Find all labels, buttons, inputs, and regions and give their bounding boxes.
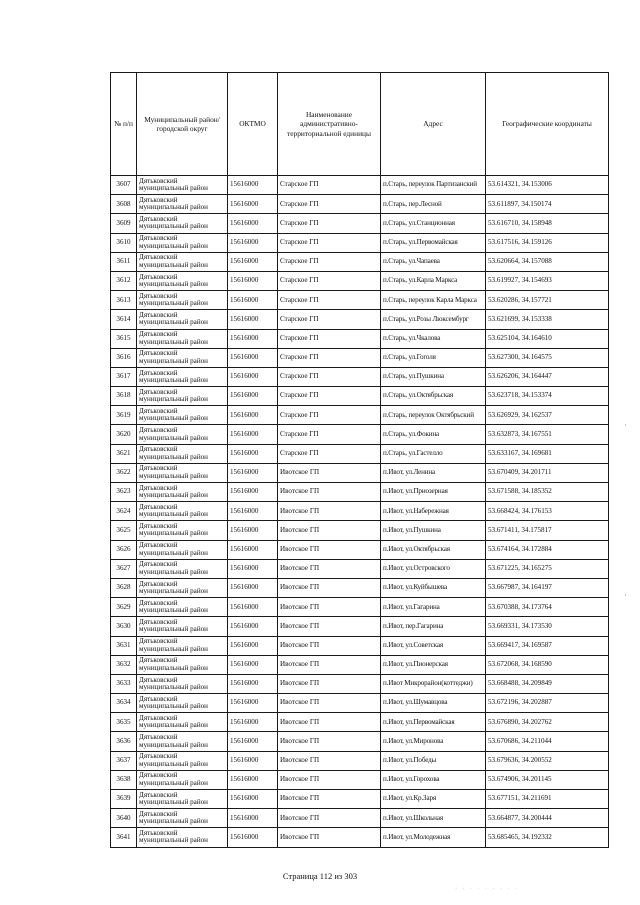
unit-cell: Ивотское ГП xyxy=(278,694,381,713)
page-number: Страница 112 из 303 xyxy=(282,871,358,881)
address-cell: п.Ивот, ул.Набережная xyxy=(381,502,486,521)
municipality-cell: Дятьковский муниципальный район xyxy=(137,521,228,540)
table-row xyxy=(111,252,609,271)
municipality-cell: Дятьковский муниципальный район xyxy=(137,348,228,367)
unit-cell: Старское ГП xyxy=(278,387,381,406)
row-number: 3617 xyxy=(111,367,137,386)
coordinates-cell: 53.677151, 34.211691 xyxy=(486,790,609,809)
coordinates-cell: 53.632873, 34.167551 xyxy=(486,425,609,444)
address-cell: п.Ивот, ул.Школьная xyxy=(381,809,486,828)
table-row xyxy=(111,271,609,290)
address-cell: п.Старь, ул.Гоголя xyxy=(381,348,486,367)
address-cell: п.Ивот, ул.Миронова xyxy=(381,732,486,751)
row-number: 3621 xyxy=(111,444,137,463)
unit-cell: Ивотское ГП xyxy=(278,732,381,751)
unit-cell: Старское ГП xyxy=(278,233,381,252)
coordinates-cell: 53.676890, 34.202762 xyxy=(486,713,609,732)
table-row xyxy=(111,694,609,713)
row-number: 3623 xyxy=(111,483,137,502)
coordinates-cell: 53.671588, 34.185352 xyxy=(486,483,609,502)
row-number: 3610 xyxy=(111,233,137,252)
municipality-cell: Дятьковский муниципальный район xyxy=(137,713,228,732)
coordinates-cell: 53.670686, 34.211044 xyxy=(486,732,609,751)
row-number: 3629 xyxy=(111,598,137,617)
municipality-cell: Дятьковский муниципальный район xyxy=(137,176,228,195)
municipality-cell: Дятьковский муниципальный район xyxy=(137,483,228,502)
unit-cell: Старское ГП xyxy=(278,348,381,367)
oktmo-cell: 15616000 xyxy=(228,406,278,425)
table-row xyxy=(111,195,609,214)
table-row xyxy=(111,310,609,329)
table-row xyxy=(111,559,609,578)
row-number: 3638 xyxy=(111,770,137,789)
coordinates-cell: 53.625104, 34.164610 xyxy=(486,329,609,348)
address-cell: п.Ивот, ул.Приозерная xyxy=(381,483,486,502)
coordinates-cell: 53.623718, 34.153374 xyxy=(486,387,609,406)
coordinates-cell: 53.664877, 34.200444 xyxy=(486,809,609,828)
oktmo-cell: 15616000 xyxy=(228,636,278,655)
coordinates-cell: 53.617516, 34.159126 xyxy=(486,233,609,252)
header-coords: Географические координаты xyxy=(486,73,609,176)
oktmo-cell: 15616000 xyxy=(228,732,278,751)
oktmo-cell: 15616000 xyxy=(228,809,278,828)
row-number: 3635 xyxy=(111,713,137,732)
unit-cell: Старское ГП xyxy=(278,329,381,348)
oktmo-cell: 15616000 xyxy=(228,195,278,214)
municipality-cell: Дятьковский муниципальный район xyxy=(137,406,228,425)
coordinates-cell: 53.672068, 34.168590 xyxy=(486,655,609,674)
oktmo-cell: 15616000 xyxy=(228,540,278,559)
oktmo-cell: 15616000 xyxy=(228,674,278,693)
coordinates-cell: 53.633167, 34.169681 xyxy=(486,444,609,463)
table-row xyxy=(111,214,609,233)
row-number: 3640 xyxy=(111,809,137,828)
municipality-cell: Дятьковский муниципальный район xyxy=(137,387,228,406)
oktmo-cell: 15616000 xyxy=(228,444,278,463)
oktmo-cell: 15616000 xyxy=(228,367,278,386)
table-row xyxy=(111,828,609,847)
row-number: 3613 xyxy=(111,291,137,310)
address-cell: п.Ивот, ул.Ленина xyxy=(381,463,486,482)
address-cell: п.Ивот, ул.Островского xyxy=(381,559,486,578)
unit-cell: Ивотское ГП xyxy=(278,828,381,847)
municipality-cell: Дятьковский муниципальный район xyxy=(137,770,228,789)
oktmo-cell: 15616000 xyxy=(228,521,278,540)
header-municipality: Муниципальный район/городской округ xyxy=(137,73,228,176)
oktmo-cell: 15616000 xyxy=(228,483,278,502)
table-row xyxy=(111,348,609,367)
coordinates-cell: 53.620286, 34.157721 xyxy=(486,291,609,310)
oktmo-cell: 15616000 xyxy=(228,348,278,367)
row-number: 3630 xyxy=(111,617,137,636)
row-number: 3628 xyxy=(111,578,137,597)
municipality-cell: Дятьковский муниципальный район xyxy=(137,598,228,617)
oktmo-cell: 15616000 xyxy=(228,617,278,636)
oktmo-cell: 15616000 xyxy=(228,502,278,521)
coordinates-cell: 53.627300, 34.164575 xyxy=(486,348,609,367)
unit-cell: Старское ГП xyxy=(278,406,381,425)
unit-cell: Старское ГП xyxy=(278,444,381,463)
row-number: 3634 xyxy=(111,694,137,713)
unit-cell: Ивотское ГП xyxy=(278,502,381,521)
coordinates-cell: 53.670409, 34.201711 xyxy=(486,463,609,482)
municipality-cell: Дятьковский муниципальный район xyxy=(137,291,228,310)
address-cell: п.Старь, переулок Карла Маркса xyxy=(381,291,486,310)
coordinates-cell: 53.626929, 34.162537 xyxy=(486,406,609,425)
coordinates-cell: 53.667987, 34.164197 xyxy=(486,578,609,597)
unit-cell: Ивотское ГП xyxy=(278,598,381,617)
address-cell: п.Старь, ул.Октябрьская xyxy=(381,387,486,406)
row-number: 3609 xyxy=(111,214,137,233)
row-number: 3619 xyxy=(111,406,137,425)
municipality-cell: Дятьковский муниципальный район xyxy=(137,674,228,693)
unit-cell: Ивотское ГП xyxy=(278,790,381,809)
row-number: 3616 xyxy=(111,348,137,367)
coordinates-cell: 53.672196, 34.202887 xyxy=(486,694,609,713)
table-row xyxy=(111,713,609,732)
coordinates-cell: 53.685465, 34.192332 xyxy=(486,828,609,847)
oktmo-cell: 15616000 xyxy=(228,463,278,482)
coordinates-cell: 53.674164, 34.172884 xyxy=(486,540,609,559)
coordinates-cell: 53.616710, 34.158948 xyxy=(486,214,609,233)
table-row xyxy=(111,809,609,828)
municipality-cell: Дятьковский муниципальный район xyxy=(137,444,228,463)
municipality-cell: Дятьковский муниципальный район xyxy=(137,694,228,713)
municipality-cell: Дятьковский муниципальный район xyxy=(137,310,228,329)
municipality-cell: Дятьковский муниципальный район xyxy=(137,195,228,214)
oktmo-cell: 15616000 xyxy=(228,559,278,578)
row-number: 3636 xyxy=(111,732,137,751)
address-cell: п.Ивот, ул.Советская xyxy=(381,636,486,655)
row-number: 3624 xyxy=(111,502,137,521)
address-cell: п.Старь, ул.Гастелло xyxy=(381,444,486,463)
coordinates-cell: 53.670388, 34.173764 xyxy=(486,598,609,617)
coordinates-cell: 53.619927, 34.154693 xyxy=(486,271,609,290)
municipality-cell: Дятьковский муниципальный район xyxy=(137,367,228,386)
unit-cell: Старское ГП xyxy=(278,271,381,290)
table-row xyxy=(111,674,609,693)
unit-cell: Ивотское ГП xyxy=(278,578,381,597)
municipality-cell: Дятьковский муниципальный район xyxy=(137,617,228,636)
coordinates-cell: 53.668424, 34.176153 xyxy=(486,502,609,521)
address-cell: п.Ивот, ул.Пушкина xyxy=(381,521,486,540)
table-header xyxy=(111,73,609,176)
coordinates-cell: 53.679636, 34.200552 xyxy=(486,751,609,770)
header-num: № п/п xyxy=(111,73,137,176)
municipality-cell: Дятьковский муниципальный район xyxy=(137,828,228,847)
coordinates-cell: 53.671225, 34.165275 xyxy=(486,559,609,578)
address-cell: п.Ивот, пер.Гагарина xyxy=(381,617,486,636)
municipality-cell: Дятьковский муниципальный район xyxy=(137,252,228,271)
scan-artifact-mark: · xyxy=(624,590,627,600)
unit-cell: Ивотское ГП xyxy=(278,751,381,770)
unit-cell: Старское ГП xyxy=(278,252,381,271)
row-number: 3611 xyxy=(111,252,137,271)
header-oktmo: ОКТМО xyxy=(228,73,278,176)
row-number: 3633 xyxy=(111,674,137,693)
municipality-cell: Дятьковский муниципальный район xyxy=(137,540,228,559)
table-row xyxy=(111,367,609,386)
address-cell: п.Ивот, ул.Пионерская xyxy=(381,655,486,674)
unit-cell: Ивотское ГП xyxy=(278,655,381,674)
table-row xyxy=(111,233,609,252)
oktmo-cell: 15616000 xyxy=(228,790,278,809)
unit-cell: Старское ГП xyxy=(278,214,381,233)
row-number: 3627 xyxy=(111,559,137,578)
scan-artifact-mark: · xyxy=(624,420,627,430)
unit-cell: Старское ГП xyxy=(278,291,381,310)
table-body xyxy=(111,176,609,848)
table-row xyxy=(111,790,609,809)
oktmo-cell: 15616000 xyxy=(228,828,278,847)
address-cell: п.Старь, пер.Лесной xyxy=(381,195,486,214)
table-row xyxy=(111,751,609,770)
municipality-cell: Дятьковский муниципальный район xyxy=(137,329,228,348)
row-number: 3625 xyxy=(111,521,137,540)
register-table xyxy=(110,72,609,848)
address-cell: п.Ивот Микрорайон(коттеджи) xyxy=(381,674,486,693)
address-cell: п.Старь, ул.Фокина xyxy=(381,425,486,444)
coordinates-cell: 53.620664, 34.157088 xyxy=(486,252,609,271)
table-row xyxy=(111,732,609,751)
table-row xyxy=(111,540,609,559)
oktmo-cell: 15616000 xyxy=(228,387,278,406)
municipality-cell: Дятьковский муниципальный район xyxy=(137,636,228,655)
scan-artifact: · · · · · · · · · xyxy=(455,886,519,892)
municipality-cell: Дятьковский муниципальный район xyxy=(137,271,228,290)
municipality-cell: Дятьковский муниципальный район xyxy=(137,559,228,578)
table-row xyxy=(111,444,609,463)
coordinates-cell: 53.669331, 34.173530 xyxy=(486,617,609,636)
address-cell: п.Ивот, ул.Молодежная xyxy=(381,828,486,847)
address-cell: п.Старь, ул.Пушкина xyxy=(381,367,486,386)
oktmo-cell: 15616000 xyxy=(228,310,278,329)
address-cell: п.Старь, ул.Чкалова xyxy=(381,329,486,348)
unit-cell: Ивотское ГП xyxy=(278,617,381,636)
table-row xyxy=(111,425,609,444)
table-row xyxy=(111,502,609,521)
row-number: 3618 xyxy=(111,387,137,406)
unit-cell: Старское ГП xyxy=(278,195,381,214)
oktmo-cell: 15616000 xyxy=(228,176,278,195)
header-unit: Наименование административно-территориальной единицы xyxy=(278,73,381,176)
oktmo-cell: 15616000 xyxy=(228,233,278,252)
coordinates-cell: 53.626206, 34.164447 xyxy=(486,367,609,386)
address-cell: п.Ивот, ул.Победы xyxy=(381,751,486,770)
oktmo-cell: 15616000 xyxy=(228,252,278,271)
coordinates-cell: 53.671411, 34.175817 xyxy=(486,521,609,540)
oktmo-cell: 15616000 xyxy=(228,291,278,310)
unit-cell: Ивотское ГП xyxy=(278,483,381,502)
unit-cell: Ивотское ГП xyxy=(278,540,381,559)
oktmo-cell: 15616000 xyxy=(228,214,278,233)
table-row xyxy=(111,463,609,482)
oktmo-cell: 15616000 xyxy=(228,425,278,444)
municipality-cell: Дятьковский муниципальный район xyxy=(137,809,228,828)
address-cell: п.Старь, ул.Розы Люксембург xyxy=(381,310,486,329)
row-number: 3641 xyxy=(111,828,137,847)
table-row xyxy=(111,578,609,597)
address-cell: п.Старь, ул.Станционная xyxy=(381,214,486,233)
table-row xyxy=(111,521,609,540)
municipality-cell: Дятьковский муниципальный район xyxy=(137,790,228,809)
unit-cell: Ивотское ГП xyxy=(278,674,381,693)
unit-cell: Ивотское ГП xyxy=(278,559,381,578)
oktmo-cell: 15616000 xyxy=(228,271,278,290)
municipality-cell: Дятьковский муниципальный район xyxy=(137,214,228,233)
table-row xyxy=(111,483,609,502)
address-cell: п.Ивот, ул.Гагарина xyxy=(381,598,486,617)
oktmo-cell: 15616000 xyxy=(228,751,278,770)
row-number: 3626 xyxy=(111,540,137,559)
row-number: 3614 xyxy=(111,310,137,329)
address-cell: п.Ивот, ул.Шумавцова xyxy=(381,694,486,713)
coordinates-cell: 53.669417, 34.169587 xyxy=(486,636,609,655)
row-number: 3608 xyxy=(111,195,137,214)
header-address: Адрес xyxy=(381,73,486,176)
address-cell: п.Ивот, ул.Первомайская xyxy=(381,713,486,732)
municipality-cell: Дятьковский муниципальный район xyxy=(137,463,228,482)
table-row xyxy=(111,176,609,195)
address-cell: п.Ивот, ул.Куйбышева xyxy=(381,578,486,597)
address-cell: п.Старь, ул.Чапаева xyxy=(381,252,486,271)
oktmo-cell: 15616000 xyxy=(228,713,278,732)
table-row xyxy=(111,291,609,310)
row-number: 3620 xyxy=(111,425,137,444)
oktmo-cell: 15616000 xyxy=(228,655,278,674)
table-row xyxy=(111,770,609,789)
coordinates-cell: 53.614321, 34.153006 xyxy=(486,176,609,195)
table-row xyxy=(111,387,609,406)
unit-cell: Старское ГП xyxy=(278,310,381,329)
municipality-cell: Дятьковский муниципальный район xyxy=(137,502,228,521)
oktmo-cell: 15616000 xyxy=(228,598,278,617)
row-number: 3622 xyxy=(111,463,137,482)
address-cell: п.Старь, переулок Партизанский xyxy=(381,176,486,195)
address-cell: п.Старь, переулок Октябрьский xyxy=(381,406,486,425)
municipality-cell: Дятьковский муниципальный район xyxy=(137,425,228,444)
table-row xyxy=(111,329,609,348)
coordinates-cell: 53.674906, 34.201145 xyxy=(486,770,609,789)
table-row xyxy=(111,655,609,674)
unit-cell: Ивотское ГП xyxy=(278,521,381,540)
oktmo-cell: 15616000 xyxy=(228,770,278,789)
municipality-cell: Дятьковский муниципальный район xyxy=(137,751,228,770)
municipality-cell: Дятьковский муниципальный район xyxy=(137,655,228,674)
address-cell: п.Старь, ул.Первомайская xyxy=(381,233,486,252)
address-cell: п.Старь, ул.Карла Маркса xyxy=(381,271,486,290)
address-cell: п.Ивот, ул.Кр.Заря xyxy=(381,790,486,809)
header-row xyxy=(111,73,609,176)
row-number: 3615 xyxy=(111,329,137,348)
unit-cell: Старское ГП xyxy=(278,367,381,386)
row-number: 3631 xyxy=(111,636,137,655)
unit-cell: Старское ГП xyxy=(278,176,381,195)
row-number: 3632 xyxy=(111,655,137,674)
unit-cell: Ивотское ГП xyxy=(278,809,381,828)
address-cell: п.Ивот, ул.Горохова xyxy=(381,770,486,789)
row-number: 3612 xyxy=(111,271,137,290)
oktmo-cell: 15616000 xyxy=(228,578,278,597)
unit-cell: Ивотское ГП xyxy=(278,770,381,789)
unit-cell: Ивотское ГП xyxy=(278,713,381,732)
coordinates-cell: 53.668488, 34.209849 xyxy=(486,674,609,693)
oktmo-cell: 15616000 xyxy=(228,329,278,348)
coordinates-cell: 53.611897, 34.150174 xyxy=(486,195,609,214)
municipality-cell: Дятьковский муниципальный район xyxy=(137,732,228,751)
table-row xyxy=(111,406,609,425)
table-row xyxy=(111,598,609,617)
coordinates-cell: 53.621699, 34.153338 xyxy=(486,310,609,329)
unit-cell: Старское ГП xyxy=(278,425,381,444)
table-row xyxy=(111,636,609,655)
row-number: 3639 xyxy=(111,790,137,809)
address-cell: п.Ивот, ул.Октябрьская xyxy=(381,540,486,559)
unit-cell: Ивотское ГП xyxy=(278,463,381,482)
row-number: 3607 xyxy=(111,176,137,195)
municipality-cell: Дятьковский муниципальный район xyxy=(137,233,228,252)
oktmo-cell: 15616000 xyxy=(228,694,278,713)
municipality-cell: Дятьковский муниципальный район xyxy=(137,578,228,597)
unit-cell: Ивотское ГП xyxy=(278,636,381,655)
table-row xyxy=(111,617,609,636)
row-number: 3637 xyxy=(111,751,137,770)
